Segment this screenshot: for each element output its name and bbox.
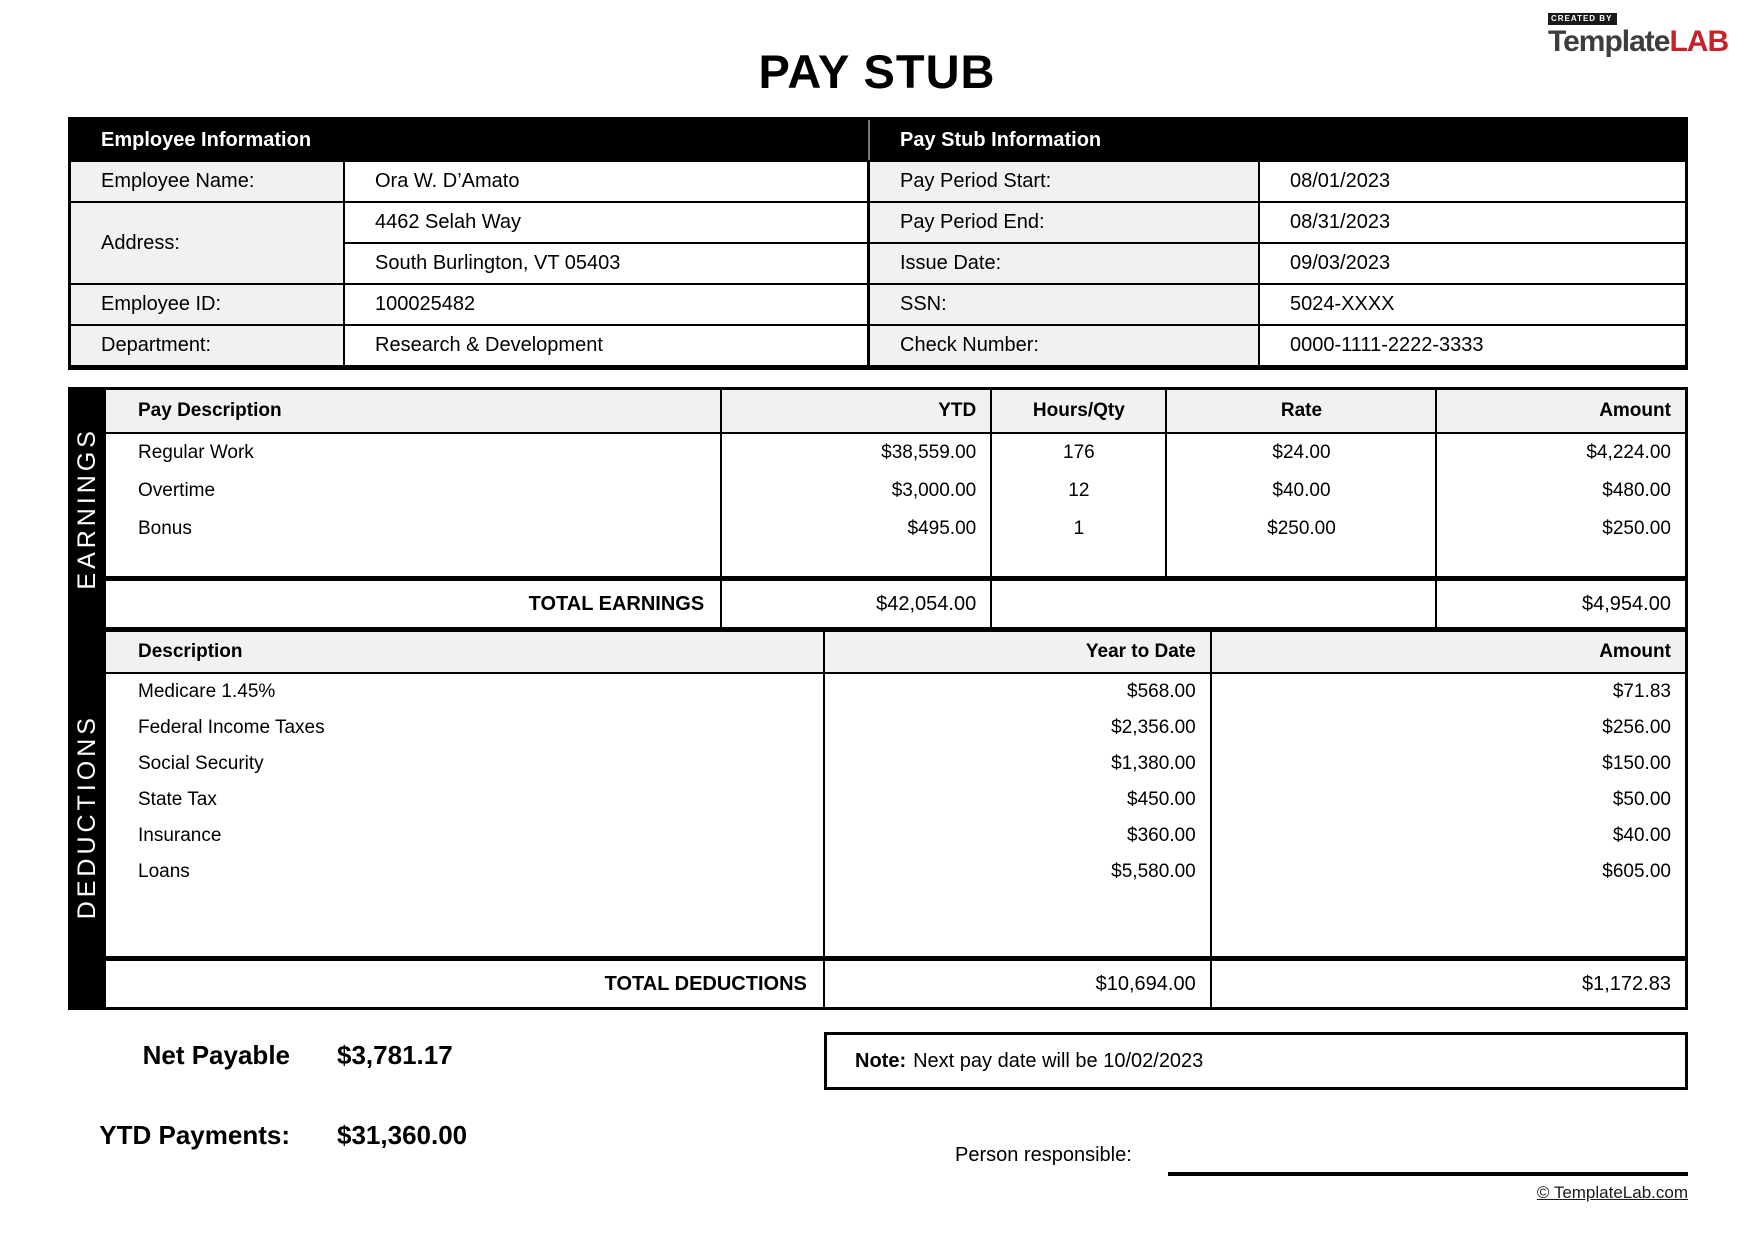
deduction-row-description: Medicare 1.45%	[138, 681, 276, 702]
deductions-section-label: DEDUCTIONS	[72, 714, 101, 920]
earnings-row-rate: $24.00	[1272, 442, 1331, 463]
address-line1: 4462 Selah Way	[345, 201, 870, 242]
deductions-col-amount: Amount	[1210, 632, 1685, 672]
earnings-row-hours: 1	[1073, 518, 1085, 539]
earnings-col-ytd: YTD	[720, 390, 990, 432]
earnings-col-rate: Rate	[1165, 390, 1435, 432]
pay-period-end-label: Pay Period End:	[870, 201, 1260, 242]
deduction-row-ytd: $5,580.00	[1111, 861, 1196, 882]
deduction-row-amount: $50.00	[1612, 789, 1671, 810]
pay-period-start-label: Pay Period Start:	[870, 160, 1260, 201]
copyright-link[interactable]: © TemplateLab.com	[1536, 1183, 1688, 1202]
net-payable-label: Net Payable	[142, 1040, 290, 1070]
department-label: Department:	[71, 324, 345, 365]
department-value: Research & Development	[345, 324, 870, 365]
deduction-row-amount: $150.00	[1602, 753, 1671, 774]
earnings-col-description: Pay Description	[138, 400, 282, 421]
section-sidebar	[68, 390, 106, 1007]
ssn-label: SSN:	[870, 283, 1260, 324]
note-box	[824, 1032, 1688, 1090]
deduction-row-description: Loans	[138, 861, 190, 882]
earnings-header-row	[106, 390, 1685, 434]
deduction-row-ytd: $568.00	[1127, 681, 1196, 702]
total-earnings-amount: $4,954.00	[1435, 581, 1684, 627]
net-payable-value: $3,781.17	[337, 1040, 453, 1070]
deduction-row-amount: $71.83	[1612, 681, 1671, 702]
deduction-row-amount: $40.00	[1612, 825, 1671, 846]
earnings-row-hours: 176	[1063, 442, 1095, 463]
earnings-row-ytd: $38,559.00	[881, 442, 977, 463]
deduction-row-amount: $256.00	[1602, 717, 1671, 738]
total-deductions-row	[106, 956, 1685, 1007]
earnings-row-description: Regular Work	[138, 442, 254, 463]
pay-period-end-value: 08/31/2023	[1260, 201, 1685, 242]
pay-stub-info-header: Pay Stub Information	[870, 120, 1685, 160]
employee-name-value: Ora W. D’Amato	[345, 160, 870, 201]
deduction-row-ytd: $1,380.00	[1111, 753, 1196, 774]
total-deductions-amount: $1,172.83	[1210, 961, 1685, 1007]
employee-id-value: 100025482	[345, 283, 870, 324]
pay-period-start-value: 08/01/2023	[1260, 160, 1685, 201]
total-earnings-label: TOTAL EARNINGS	[528, 592, 705, 615]
deduction-row-description: Federal Income Taxes	[138, 717, 325, 738]
earnings-row-amount: $4,224.00	[1586, 442, 1671, 463]
earnings-section-label: EARNINGS	[72, 427, 101, 590]
deductions-col-ytd: Year to Date	[823, 632, 1210, 672]
deduction-row-ytd: $2,356.00	[1111, 717, 1196, 738]
earnings-deductions-table	[68, 387, 1688, 1010]
page-title: PAY STUB	[758, 45, 996, 98]
earnings-row-hours: 12	[1068, 480, 1090, 501]
deductions-col-description: Description	[138, 641, 243, 662]
total-deductions-ytd: $10,694.00	[823, 961, 1210, 1007]
total-earnings-row	[106, 576, 1685, 627]
deduction-row-ytd: $360.00	[1127, 825, 1196, 846]
deductions-body	[106, 674, 1685, 956]
info-table	[68, 117, 1688, 370]
earnings-col-amount: Amount	[1435, 390, 1684, 432]
person-responsible-label: Person responsible:	[955, 1144, 1132, 1166]
deductions-header-row	[106, 627, 1685, 674]
earnings-row-ytd: $3,000.00	[891, 480, 977, 501]
employee-name-label: Employee Name:	[71, 160, 345, 201]
earnings-row-amount: $250.00	[1602, 518, 1671, 539]
brand-template: Template	[1548, 25, 1670, 58]
deduction-row-description: Insurance	[138, 825, 222, 846]
earnings-row-rate: $250.00	[1267, 518, 1336, 539]
earnings-body	[106, 434, 1685, 576]
total-earnings-ytd: $42,054.00	[720, 581, 990, 627]
deduction-row-description: Social Security	[138, 753, 264, 774]
total-earnings-spacer	[990, 581, 1435, 627]
check-number-value: 0000-1111-2222-3333	[1260, 324, 1685, 365]
issue-date-value: 09/03/2023	[1260, 242, 1685, 283]
address-line2: South Burlington, VT 05403	[345, 242, 870, 283]
ytd-payments-label: YTD Payments:	[99, 1120, 290, 1150]
earnings-col-hours-qty: Hours/Qty	[990, 390, 1165, 432]
deduction-row-amount: $605.00	[1602, 861, 1671, 882]
deduction-row-description: State Tax	[138, 789, 217, 810]
note-prefix: Note:	[855, 1049, 907, 1072]
earnings-row-amount: $480.00	[1602, 480, 1671, 501]
created-by-badge: CREATED BY	[1548, 13, 1617, 25]
note-text: Next pay date will be 10/02/2023	[913, 1049, 1204, 1072]
employee-id-label: Employee ID:	[71, 283, 345, 324]
total-deductions-label: TOTAL DEDUCTIONS	[604, 972, 807, 995]
check-number-label: Check Number:	[870, 324, 1260, 365]
ytd-payments-value: $31,360.00	[337, 1120, 468, 1150]
ssn-value: 5024-XXXX	[1260, 283, 1685, 324]
brand-lab: LAB	[1669, 25, 1729, 58]
employee-info-header: Employee Information	[71, 120, 870, 160]
address-label: Address:	[71, 201, 345, 283]
earnings-row-rate: $40.00	[1272, 480, 1331, 501]
earnings-row-ytd: $495.00	[907, 518, 977, 539]
deduction-row-ytd: $450.00	[1127, 789, 1196, 810]
earnings-row-description: Bonus	[138, 518, 192, 539]
earnings-row-description: Overtime	[138, 480, 216, 501]
signature-line	[1168, 1172, 1688, 1176]
issue-date-label: Issue Date:	[870, 242, 1260, 283]
